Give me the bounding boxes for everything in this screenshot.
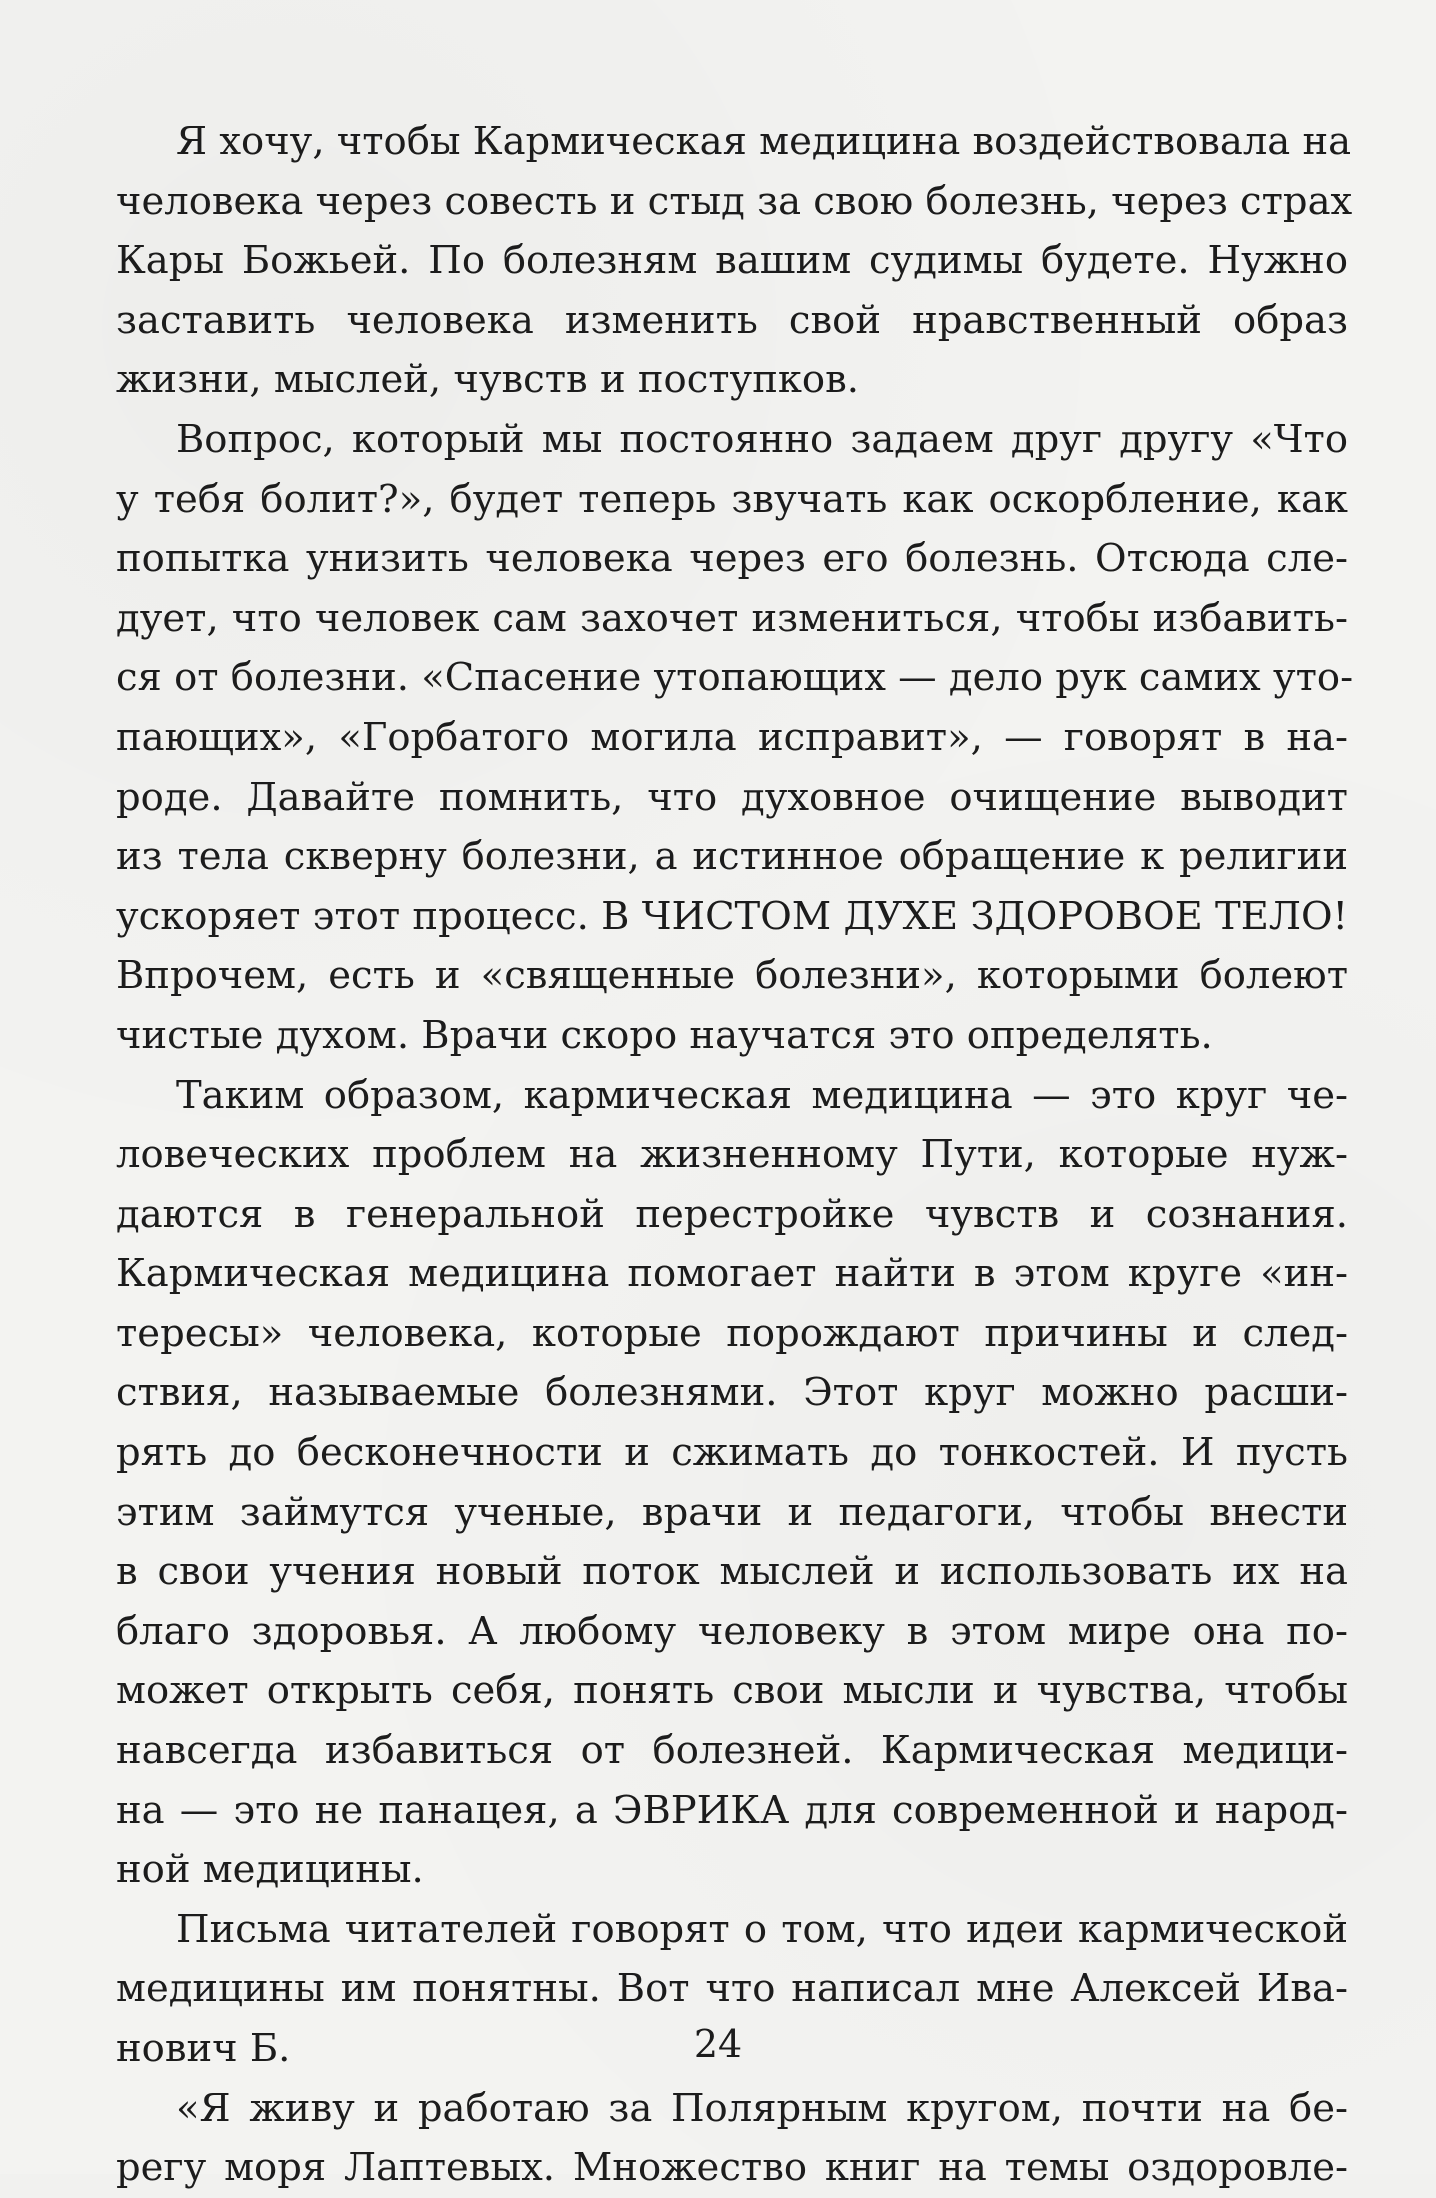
page-text	[116, 112, 1354, 2198]
text-line: может открыть себя, понять свои мысли и чувства, чтобы	[116, 1668, 1348, 1714]
text-line: Впрочем, есть и «священные болезни», которыми болеют	[116, 953, 1348, 999]
text-line: заставить человека изменить свой нравственный образ	[116, 297, 1348, 343]
text-line: в свои учения новый поток мыслей и использовать их на	[116, 1549, 1348, 1595]
text-line: попытка унизить человека через его болезнь. Отсюда сле-	[116, 536, 1348, 582]
text-line: Вопрос, который мы постоянно задаем друг другу «Что	[176, 416, 1348, 462]
text-line: ной медицины.	[116, 1847, 424, 1893]
text-line: даются в генеральной перестройке чувств и сознания.	[116, 1191, 1348, 1237]
text-line: медицины им понятны. Вот что написал мне Алексей Ива-	[116, 1966, 1348, 2012]
text-line: Таким образом, кармическая медицина — это круг че-	[176, 1072, 1348, 1118]
text-line: навсегда избавиться от болезней. Кармическая медици-	[116, 1728, 1348, 1774]
text-line: этим займутся ученые, врачи и педагоги, чтобы внести	[116, 1489, 1348, 1535]
text-line: Письма читателей говорят о том, что идеи кармической	[176, 1906, 1348, 1952]
text-line: из тела скверну болезни, а истинное обращение к религии	[116, 834, 1348, 880]
page-number: 24	[693, 2022, 743, 2066]
text-line: жизни, мыслей, чувств и поступков.	[116, 357, 860, 403]
text-line: Я хочу, чтобы Кармическая медицина воздействовала на	[176, 119, 1352, 164]
text-line: пающих», «Горбатого могила исправит», — говорят в на-	[116, 714, 1348, 760]
text-line: тересы» человека, которые порождают причины и след-	[116, 1310, 1348, 1356]
text-line: нович Б.	[116, 2026, 291, 2071]
text-line: роде. Давайте помнить, что духовное очищение выводит	[116, 774, 1348, 820]
text-line: ускоряет этот процесс. В ЧИСТОМ ДУХЕ ЗДОРОВОЕ ТЕЛО!	[116, 893, 1348, 939]
text-line: ся от болезни. «Спасение утопающих — дело рук самих уто-	[116, 655, 1354, 701]
text-line: человека через совесть и стыд за свою болезнь, через страх	[116, 178, 1353, 224]
text-line: дует, что человек сам захочет измениться, чтобы избавить-	[116, 595, 1348, 641]
text-line: ловеческих проблем на жизненному Пути, которые нуж-	[116, 1132, 1348, 1178]
text-line: чистые духом. Врачи скоро научатся это определять.	[116, 1012, 1213, 1058]
text-line: рять до бесконечности и сжимать до тонкостей. И пусть	[116, 1430, 1348, 1476]
text-line: ствия, называемые болезнями. Этот круг можно расши-	[116, 1370, 1348, 1416]
text-line: Кармическая медицина помогает найти в этом круге «ин-	[116, 1251, 1348, 1297]
text-line: регу моря Лаптевых. Множество книг на темы оздоровле-	[116, 2145, 1348, 2191]
text-line: «Я живу и работаю за Полярным кругом, почти на бе-	[176, 2085, 1348, 2131]
text-line: на — это не панацея, а ЭВРИКА для современной и народ-	[116, 1787, 1348, 1833]
text-line: у тебя болит?», будет теперь звучать как оскорбление, как	[116, 476, 1348, 522]
text-line: Кары Божьей. По болезням вашим судимы будете. Нужно	[116, 238, 1348, 284]
text-line: благо здоровья. А любому человеку в этом мире она по-	[116, 1608, 1348, 1654]
